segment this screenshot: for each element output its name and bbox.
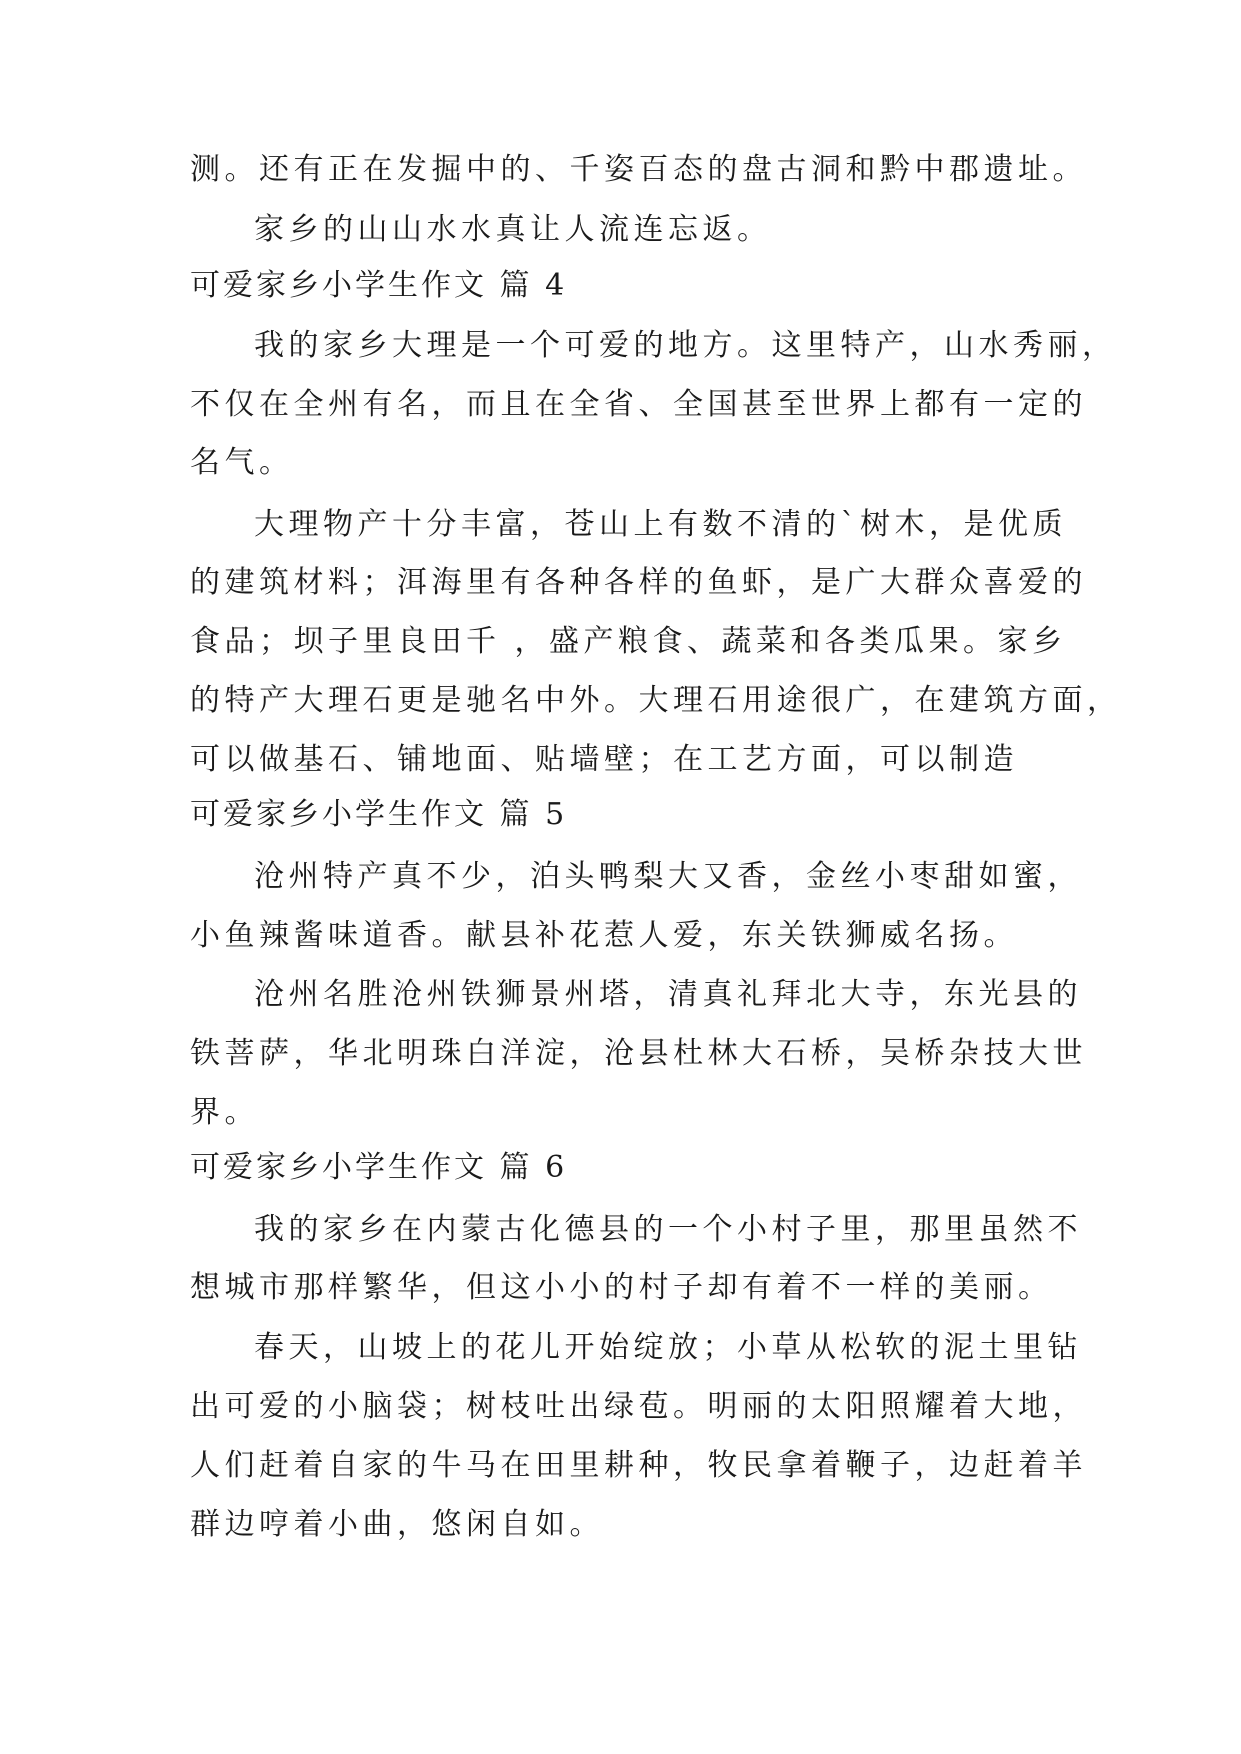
paragraph-line: 小鱼辣酱味道香。献县补花惹人爱，东关铁狮威名扬。 [190, 918, 1018, 953]
paragraph-line: 想城市那样繁华，但这小小的村子却有着不一样的美丽。 [190, 1270, 1053, 1305]
paragraph-line: 测。还有正在发掘中的、千姿百态的盘古洞和黔中郡遗址。 [190, 152, 1087, 187]
paragraph-line: 食品；坝子里良田千 ，盛产粮食、蔬菜和各类瓜果。家乡 [190, 624, 1067, 659]
paragraph-line: 沧州名胜沧州铁狮景州塔，清真礼拜北大寺，东光县的 [254, 977, 1082, 1012]
paragraph-line: 我的家乡大理是一个可爱的地方。这里特产，山水秀丽， [254, 328, 1117, 363]
paragraph-line: 春天，山坡上的花儿开始绽放；小草从松软的泥土里钻 [254, 1330, 1082, 1365]
paragraph-line: 的特产大理石更是驰名中外。大理石用途很广，在建筑方面， [190, 683, 1122, 718]
paragraph-line: 不仅在全州有名，而且在全省、全国甚至世界上都有一定的 [190, 387, 1087, 422]
essay-heading: 可爱家乡小学生作文 篇 5 [190, 797, 568, 832]
paragraph-line: 沧州特产真不少，泊头鸭梨大又香，金丝小枣甜如蜜， [254, 859, 1082, 894]
paragraph-line: 名气。 [190, 445, 294, 480]
paragraph-line: 家乡的山山水水真让人流连忘返。 [254, 212, 772, 247]
paragraph-line: 我的家乡在内蒙古化德县的一个小村子里，那里虽然不 [254, 1212, 1082, 1247]
paragraph-line: 人们赶着自家的牛马在田里耕种，牧民拿着鞭子，边赶着羊 [190, 1448, 1087, 1483]
paragraph-line: 铁菩萨，华北明珠白洋淀，沧县杜林大石桥，吴桥杂技大世 [190, 1036, 1087, 1071]
essay-heading: 可爱家乡小学生作文 篇 4 [190, 268, 568, 303]
paragraph-line: 出可爱的小脑袋；树枝吐出绿苞。明丽的太阳照耀着大地， [190, 1389, 1087, 1424]
paragraph-line: 可以做基石、铺地面、贴墙壁；在工艺方面，可以制造 [190, 742, 1018, 777]
paragraph-line: 界。 [190, 1095, 259, 1130]
paragraph-line: 大理物产十分丰富，苍山上有数不清的`树木，是优质 [254, 507, 1067, 542]
paragraph-line: 群边哼着小曲，悠闲自如。 [190, 1507, 604, 1542]
essay-heading: 可爱家乡小学生作文 篇 6 [190, 1150, 568, 1185]
paragraph-line: 的建筑材料；洱海里有各种各样的鱼虾，是广大群众喜爱的 [190, 565, 1087, 600]
